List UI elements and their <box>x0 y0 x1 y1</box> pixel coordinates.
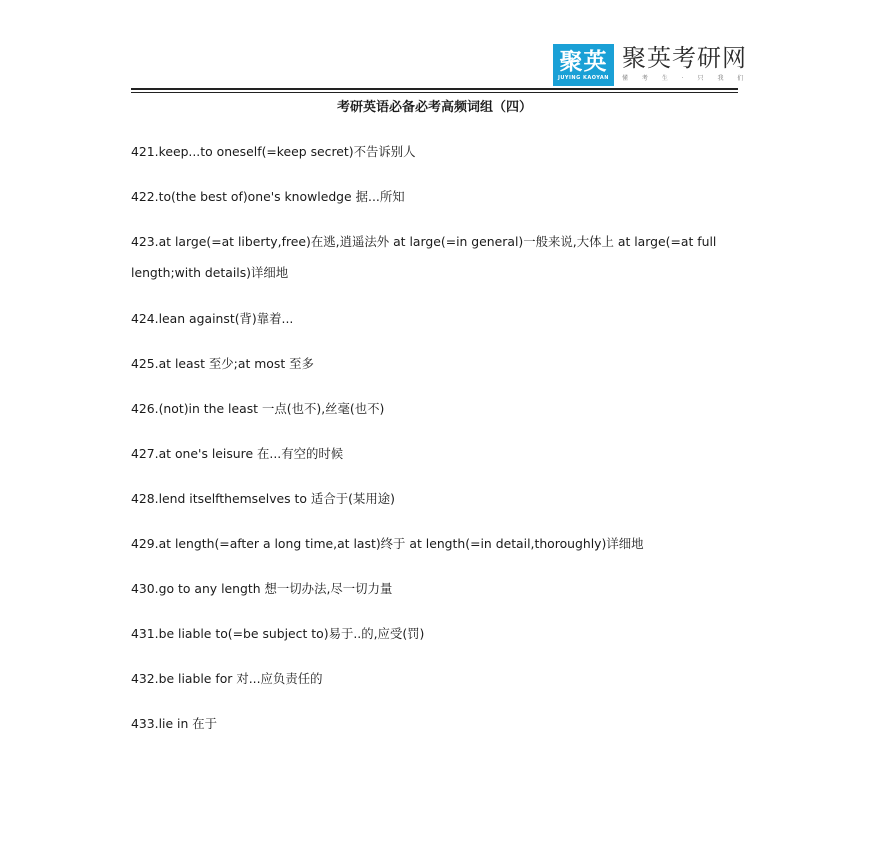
logo-mark <box>553 44 614 86</box>
list-item: 430.go to any length 想一切办法,尽一切力量 <box>131 581 393 596</box>
logo-mark-subtext: JUYING KAOYAN <box>558 74 609 81</box>
list-item: 425.at least 至少;at most 至多 <box>131 356 314 371</box>
list-item: 431.be liable to(=be subject to)易于..的,应受(罚) <box>131 626 425 641</box>
brand-slogan: 懂 考 生 · 只 我 们 <box>622 75 750 82</box>
header-divider-thin <box>131 92 738 93</box>
site-logo[interactable] <box>553 44 749 88</box>
logo-text <box>622 44 749 84</box>
list-item: 426.(not)in the least 一点(也不),丝毫(也不) <box>131 401 385 416</box>
list-item: 433.lie in 在于 <box>131 716 218 731</box>
list-item: 421.keep...to oneself(=keep secret)不告诉别人 <box>131 144 416 159</box>
header-divider-thick <box>131 88 738 90</box>
logo-mark-text: 聚英 <box>559 48 608 75</box>
list-item: 428.lend itselfthemselves to 适合于(某用途) <box>131 491 395 506</box>
brand-name: 聚英考研网 <box>622 44 747 72</box>
list-item: 423.at large(=at liberty,free)在逃,逍遥法外 at large(=in general)一般来说,大体上 at large(=at full length;with details)详细地 <box>131 234 717 280</box>
list-item: 429.at length(=after a long time,at last)终于 at length(=in detail,thoroughly)详细地 <box>131 536 644 551</box>
list-item: 422.to(the best of)one's knowledge 据...所知 <box>131 189 405 204</box>
list-item: 427.at one's leisure 在...有空的时候 <box>131 446 344 461</box>
list-item: 432.be liable for 对...应负责任的 <box>131 671 323 686</box>
list-item: 424.lean against(背)靠着... <box>131 311 294 326</box>
page-title: 考研英语必备必考高频词组（四） <box>336 100 532 115</box>
phrase-list <box>131 143 731 760</box>
